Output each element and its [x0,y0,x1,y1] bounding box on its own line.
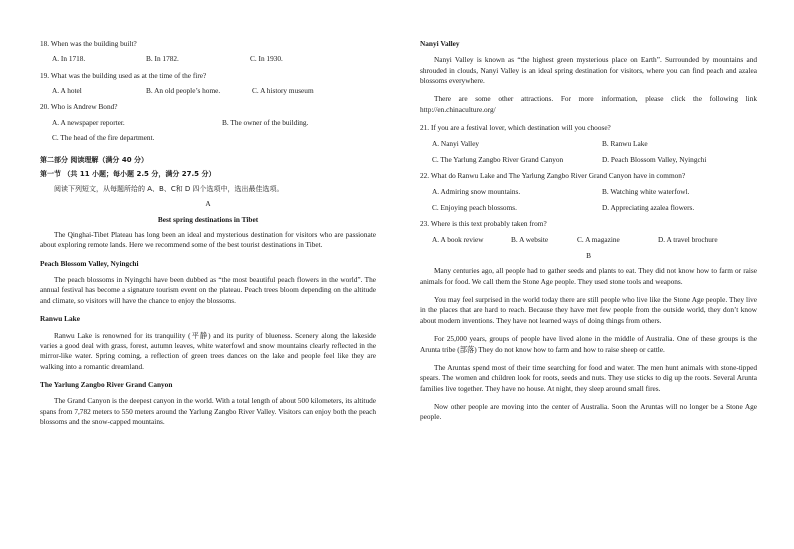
heading-nanyi-valley: Nanyi Valley [420,39,460,48]
question-23: 23. Where is this text probably taken from? [420,219,547,229]
paragraph-stone-age: Many centuries ago, all people had to gather seeds and plants to eat. They did not know how to farm or raise animals for food. We call them the Stone Age people. They used stone tools and weapons. [420,266,757,286]
section-title: 第二部分 阅读理解（满分 40 分） [40,155,149,164]
question-19: 19. What was the building used as at the time of the fire? [40,70,207,80]
option-a: A. A newspaper reporter. [52,117,125,127]
paragraph-aruntas-food: The Aruntas spend most of their time searching for food and water. The men hunt animals with stone-tipped spears. The women and children look for roots, seeds and nuts. They use sticks to dig up the roots. Several Arunta families live together. They have no house. At night, they sleep around small fires. [420,362,757,393]
question-22-options-ab [432,187,757,197]
section1-title: 第一节 （共 11 小题；每小题 2.5 分，满分 27.5 分） [40,170,216,179]
paragraph-still-live: You may feel surprised in the world today there are still people who live like the Stone Age people. They live in the places that are hard to reach. Because they have met few people from the outside world, they don’t know about modern inventions. They have not learned ways of doing things from others. [420,295,757,325]
option-a: A. Nanyi Valley [432,138,480,148]
heading-peach-blossom-valley: Peach Blossom Valley, Nyingchi [40,258,139,268]
question-18: 18. When was the building built? [40,39,137,48]
question-21-options-cd [432,155,757,165]
paragraph-grand-canyon: The Grand Canyon is the deepest canyon in the world. With a total length of about 500 kilometers, its altitude spans from 7,782 meters to 550 meters around the Yarlung Zangbo River Valley. Visitors can enjoy both the peach blossoms and the snow-capped mountains. [40,396,376,427]
heading-grand-canyon: The Yarlung Zangbo River Grand Canyon [40,380,173,389]
option-b: B. A website [511,234,549,244]
question-18-options [52,54,376,64]
question-21: 21. If you are a festival lover, which destination will you choose? [420,123,611,133]
question-20: 20. Who is Andrew Bond? [40,102,118,112]
option-b: B. Watching white waterfowl. [602,186,690,196]
option-d: D. A travel brochure [658,234,718,244]
option-b: B. In 1782. [146,54,179,64]
right-column [420,39,757,431]
question-20-option-c-row [52,133,376,143]
option-c: C. A history museum [252,86,314,96]
paragraph-center-australia: Now other people are moving into the center of Australia. Soon the Aruntas will no longer be a Stone Age people. [420,401,757,422]
option-d: D. Peach Blossom Valley, Nyingchi [602,154,707,164]
option-a: A. Admiring snow mountains. [432,186,521,196]
option-b: B. Ranwu Lake [602,138,648,148]
left-column [40,39,376,435]
paragraph-peach-blossom-valley: The peach blossoms in Nyingchi have been dubbed as “the most beautiful peach flowers in the world”. The annual festival has become a signature tourism event on the plateau. Peach trees bloom depending on the altitude and climate, so visitors will have the chance to enjoy the blossoms. [40,275,376,305]
option-a: A. In 1718. [52,54,86,64]
option-c: C. Enjoying peach blossoms. [432,202,517,212]
option-b: B. An old people’s home. [146,86,221,96]
instruction: 阅读下列短文，从每题所给的 A、B、C和 D 四个选项中，选出最佳选项。 [54,185,284,194]
heading-ranwu-lake: Ranwu Lake [40,314,80,324]
option-b: B. The owner of the building. [222,117,309,127]
option-a: A. A book review [432,234,484,244]
option-a: A. A hotel [52,86,82,96]
option-c: C. The Yarlung Zangbo River Grand Canyon [432,154,564,164]
option-c: C. In 1930. [250,54,283,64]
option-c: C. A magazine [577,234,620,244]
passage-a-intro: The Qinghai-Tibet Plateau has long been an ideal and mysterious destination for visitors who are passionate about exploring remote lands. Here we recommend some of the best tourist destinations in Tibet. [40,230,376,250]
passage-a-letter: A [205,199,211,209]
question-22: 22. What do Ranwu Lake and The Yarlung Zangbo River Grand Canyon have in common? [420,171,686,181]
question-23-options [432,235,757,245]
question-22-options-cd [432,203,757,213]
paragraph-arunta: For 25,000 years, groups of people have lived alone in the middle of Australia. One of these groups is the Arunta tribe (部落) They do not know how to farm and how to raise sheep or cattle. [420,334,757,354]
question-20-options [52,118,376,128]
paragraph-other-attractions: There are some other attractions. For more information, please click the following link http://en.chinaculture.org/ [420,94,757,114]
passage-a-title: Best spring destinations in Tibet [157,214,259,224]
option-d: D. Appreciating azalea flowers. [602,202,695,212]
paragraph-ranwu-lake: Ranwu Lake is renowned for its tranquility (平静) and its purity of blueness. Scenery along the lakeside varies a good deal with grass, forest, autumn leaves, white waterfowl and snow mountains clearly reflected in the mirror-like water. Spring coming, a reflection of green trees dances on the lake and people feel like they are walking into a romantic dreamland. [40,330,376,371]
question-19-options [52,86,376,96]
paragraph-nanyi-valley: Nanyi Valley is known as “the highest green mysterious place on Earth”. Surrounded by mountains and shrouded in clouds, Nanyi Valley is an ideal spring destination for visitors, where you can find peach and azalea blossoms everywhere. [420,55,757,86]
option-c: C. The head of the fire department. [52,133,155,143]
question-21-options-ab [432,139,757,149]
passage-b-letter: B [586,251,591,261]
